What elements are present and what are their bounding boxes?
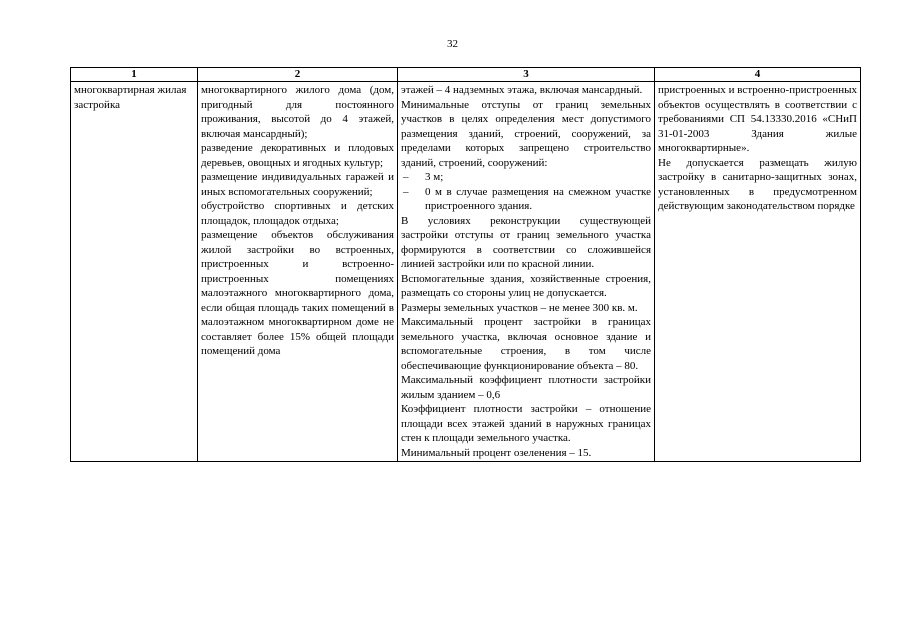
- column-header-2: 2: [198, 68, 398, 82]
- setbacks-text: Минимальные отступы от границ земельных участков в целях определения мест допустимого размещения зданий, строений, сооружений, за пределами которых запрещено строительство зданий, строений, сооружений:: [401, 98, 651, 169]
- permitted-uses-cell: [198, 82, 398, 462]
- dash-marker: –: [403, 185, 409, 198]
- zone-type-text: многоквартирная жилая застройка: [74, 84, 187, 111]
- table-row: [71, 82, 861, 462]
- permitted-use-item: обустройство спортивных и детских площадок, площадок отдыха;: [201, 200, 394, 227]
- parameter-paragraph: Размеры земельных участков – не менее 300 кв. м.: [401, 301, 638, 314]
- column-header-1: 1: [71, 68, 198, 82]
- page-number: 32: [447, 38, 458, 50]
- parameter-paragraph: Коэффициент плотности застройки – отношение площади всех этажей зданий в наружных границах стен к площади земельного участка.: [401, 403, 651, 444]
- zone-type-cell: [71, 82, 198, 462]
- floors-limit-text: этажей – 4 надземных этажа, включая мансардный.: [401, 84, 643, 96]
- parameter-paragraph: В условиях реконструкции существующей застройки отступы от границ земельного участка формируются в соответствии со сложившейся линией застройки или по красной линии.: [401, 214, 651, 270]
- column-header-3: 3: [398, 68, 655, 82]
- restriction-paragraph: пристроенных и встроенно-пристроенных объектов осуществлять в соответствии с требованиями СП 54.13330.2016 «СНиП 31-01-2003 Здания жилые многоквартирные».: [658, 84, 857, 154]
- regulations-table: [70, 67, 861, 462]
- dash-marker: –: [403, 171, 409, 183]
- parameters-cell: [398, 82, 655, 462]
- parameter-paragraph: Максимальный коэффициент плотности застройки жилым зданием – 0,6: [401, 374, 651, 401]
- list-item: [401, 170, 651, 185]
- restrictions-cell: [655, 82, 861, 462]
- permitted-use-item: размещение объектов обслуживания жилой застройки во встроенных, пристроенных и встроенно-пристроенных помещениях малоэтажного многоквартирного дома, если общая площадь таких помещений в малоэтажном многоквартирном доме не составляет более 15% общей площади помещений дома: [201, 229, 394, 357]
- table-header-row: [71, 68, 861, 82]
- list-item: [401, 185, 651, 214]
- parameter-paragraph: Минимальный процент озеленения – 15.: [401, 446, 592, 459]
- parameter-paragraph: Вспомогательные здания, хозяйственные строения, размещать со стороны улиц не допускается.: [401, 272, 651, 299]
- parameter-paragraph: Максимальный процент застройки в границах земельного участка, включая основное здание и вспомогательные строения, в том числе обеспечивающие функционирование объекта – 80.: [401, 316, 651, 372]
- permitted-use-item: разведение декоративных и плодовых деревьев, овощных и ягодных культур;: [201, 142, 394, 169]
- column-header-4: 4: [655, 68, 861, 82]
- restriction-paragraph: Не допускается размещать жилую застройку в санитарно-защитных зонах, установленных в предусмотренном действующим законодательством порядке: [658, 156, 857, 212]
- list-item-text: 3 м;: [425, 171, 444, 183]
- list-item-text: 0 м в случае размещения на смежном участке пристроенного здания.: [425, 185, 651, 212]
- permitted-use-item: многоквартирного жилого дома (дом, пригодный для постоянного проживания, высотой до 4 этажей, включая мансардный);: [201, 84, 394, 140]
- permitted-use-item: размещение индивидуальных гаражей и иных вспомогательных сооружений;: [201, 171, 394, 198]
